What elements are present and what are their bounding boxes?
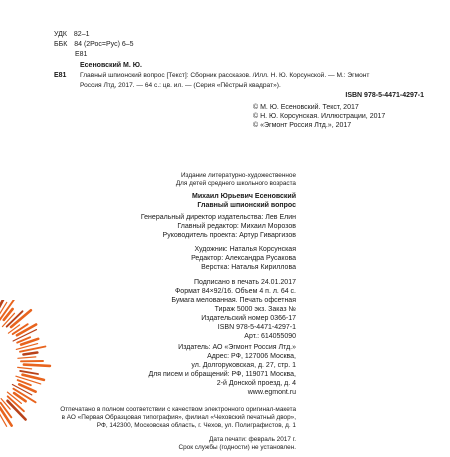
printing-line-3: РФ, 142300, Московская область, г. Чехов, ул. Полиграфистов, д. 1: [96, 422, 296, 429]
printing-block: [60, 406, 296, 430]
catalog-code: Е81: [54, 72, 67, 79]
isbn-main: ISBN 978-5-4471-4297-1: [345, 92, 424, 99]
article-number: Арт.: 614055090: [244, 333, 296, 340]
letters-address-1: Для писем и обращений: РФ, 119071 Москва,: [148, 371, 296, 378]
print-info-block: [171, 278, 296, 341]
publisher-website: www.egmont.ru: [247, 389, 296, 396]
credit-layout: Верстка: Наталья Кириллова: [201, 264, 296, 271]
print-format: Формат 84×92/16. Объем 4 п. л. 64 с.: [174, 288, 296, 295]
isbn-secondary: ISBN 978-5-4471-4297-1: [217, 324, 296, 331]
edition-type: Издание литературно-художественное: [180, 172, 296, 179]
credit-artist: Художник: Наталья Корсунская: [194, 246, 296, 253]
copyright-author: © М. Ю. Есеновский. Текст, 2017: [253, 104, 359, 111]
shelf-life: Срок службы (годности) не установлен.: [178, 444, 296, 451]
publisher-name: Издатель: АО «Эгмонт Россия Лтд.»: [178, 344, 296, 351]
publisher-address-1: Адрес: РФ, 127006 Москва,: [207, 353, 296, 360]
letters-address-2: 2-й Донской проезд, д. 4: [216, 380, 296, 387]
book-title: Главный шпионский вопрос: [197, 202, 296, 209]
copyright-block: [253, 103, 385, 130]
copyright-illustrator: © Н. Ю. Корсунская. Иллюстрации, 2017: [253, 113, 386, 120]
author-heading: Есеновский М. Ю.: [80, 62, 142, 69]
credit-editor: Редактор: Александра Русакова: [191, 255, 296, 262]
udk-line: [54, 30, 89, 39]
bbk-value: 84 (2Рос=Рус) 6–5: [74, 41, 134, 48]
classification-code: Е81: [75, 51, 88, 58]
printing-line-1: Отпечатано в полном соответствии с качеством электронного оригинал-макета: [60, 406, 296, 413]
udk-value: 82–1: [73, 31, 90, 38]
staff-block: [141, 213, 296, 240]
printing-line-2: в АО «Первая Образцовая типография», филиал «Чеховский печатный двор»,: [61, 414, 296, 421]
age-group: Для детей среднего школьного возраста: [175, 180, 296, 187]
brush-stroke: [19, 384, 35, 391]
staff-editor-in-chief: Главный редактор: Михаил Морозов: [177, 223, 296, 230]
print-signed: Подписано в печать 24.01.2017: [194, 279, 296, 286]
publisher-block: [148, 343, 296, 397]
brush-stroke: [24, 365, 50, 366]
catalog-description-1: Главный шпионский вопрос [Текст]: Сборник рассказов. /Илл. Н. Ю. Корсунской. — М.: Эгмонт: [80, 72, 370, 79]
brush-stroke: [24, 353, 38, 355]
udk-label: УДК: [54, 31, 67, 38]
print-date: Дата печати: февраль 2017 г.: [209, 436, 296, 443]
book-author: Михаил Юрьевич Есеновский: [191, 193, 296, 200]
brush-stroke: [18, 357, 36, 358]
edition-block: [176, 172, 296, 188]
bbk-line: [54, 40, 134, 49]
brush-stroke: [18, 367, 32, 369]
copyright-publisher: © «Эгмонт Россия Лтд.», 2017: [253, 122, 352, 129]
print-paper: Бумага мелованная. Печать офсетная: [171, 297, 296, 304]
credits-block: [191, 245, 296, 272]
orange-brush-decoration: [0, 300, 70, 430]
catalog-description-2: Россия Лтд, 2017. — 64 с.: цв. ил. — (Серия «Пёстрый квадрат»).: [80, 82, 281, 89]
bbk-label: ББК: [54, 41, 68, 48]
dates-block: [178, 436, 296, 452]
staff-director: Генеральный директор издательства: Лев Елин: [140, 214, 296, 221]
publisher-number: Издательский номер 0366-17: [201, 315, 296, 322]
print-run: Тираж 5000 экз. Заказ №: [214, 306, 296, 313]
title-block: [192, 192, 296, 210]
staff-project-lead: Руководитель проекта: Артур Гиваргизов: [162, 232, 296, 239]
publisher-address-2: ул. Долгоруковская, д. 27, стр. 1: [191, 362, 296, 369]
